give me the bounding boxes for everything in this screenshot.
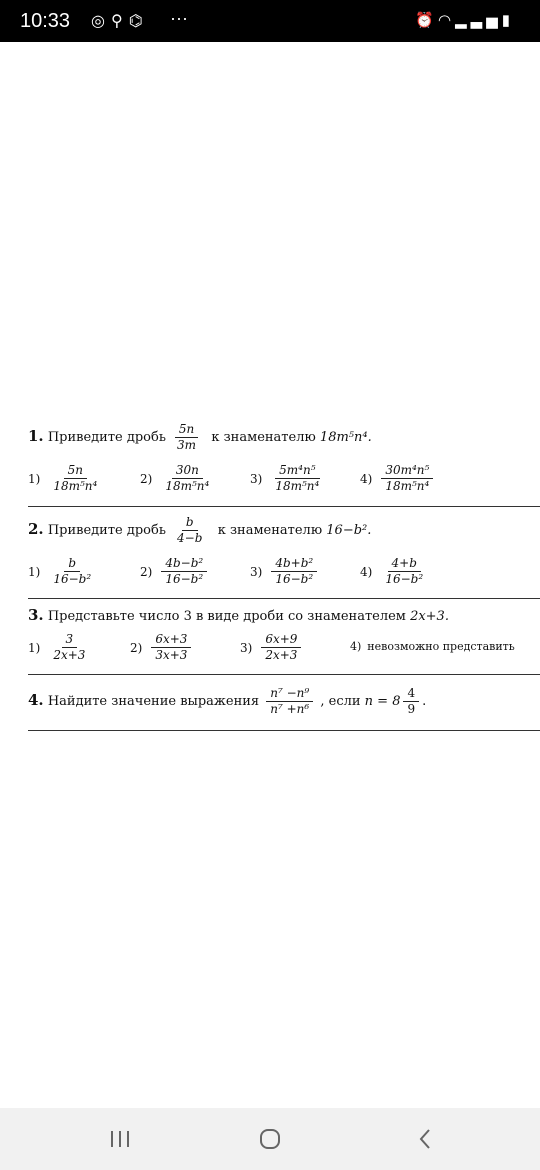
fraction — [173, 422, 200, 453]
fraction — [151, 632, 191, 663]
denominator: 3m — [177, 438, 197, 452]
denominator: 16−b² — [53, 572, 92, 586]
recent-apps-icon — [109, 1129, 131, 1149]
denominator: 18m⁵n⁴ — [53, 479, 98, 493]
divider — [28, 730, 540, 731]
problem-1-option-2[interactable] — [140, 463, 216, 494]
problem-number: 1. — [28, 427, 44, 445]
problem-1-option-1[interactable] — [28, 463, 104, 494]
option-label: 2) — [140, 471, 153, 486]
instagram-icon: ◎ — [91, 13, 111, 30]
fraction — [49, 463, 101, 494]
suffix-math: 2x+3. — [410, 609, 449, 624]
problem-2-option-4[interactable] — [360, 556, 430, 587]
option-label: 4) — [360, 471, 373, 486]
problem-2-option-1[interactable] — [28, 556, 98, 587]
problem-prompt: Найдите значение выражения — [47, 694, 260, 709]
numerator: 4+b — [388, 556, 421, 572]
problem-number: 4. — [28, 691, 44, 709]
option-label: 1) — [28, 471, 41, 486]
numerator: 4 — [403, 686, 419, 702]
end-punct: . — [422, 694, 427, 709]
recent-apps-button[interactable] — [100, 1122, 140, 1156]
back-icon — [415, 1127, 435, 1151]
option-label: 2) — [140, 564, 153, 579]
problem-prompt: Приведите дробь — [47, 430, 166, 445]
denominator: 18m⁵n⁴ — [385, 479, 430, 493]
option-label: 1) — [28, 564, 41, 579]
option-label: 4) — [360, 564, 373, 579]
fraction — [266, 686, 313, 717]
problem-number: 2. — [28, 520, 44, 538]
problem-prompt: Приведите дробь — [47, 523, 166, 538]
wifi-icon: ◠ — [438, 12, 456, 29]
fraction — [161, 556, 207, 587]
problem-1-option-4[interactable] — [360, 463, 436, 494]
fraction — [261, 632, 301, 663]
problem-2-option-3[interactable] — [250, 556, 320, 587]
numerator: 4b+b² — [271, 556, 317, 572]
problem-3-option-2[interactable] — [130, 632, 194, 663]
fraction — [381, 556, 427, 587]
option-label: 3) — [250, 564, 263, 579]
problem-number: 3. — [28, 606, 44, 624]
denominator: 18m⁵n⁴ — [275, 479, 320, 493]
fraction — [271, 463, 323, 494]
denominator: 3x+3 — [155, 648, 188, 662]
signal-icon: ▂▃▅ — [455, 12, 502, 29]
numerator: 4b−b² — [161, 556, 207, 572]
numerator: b — [182, 515, 198, 531]
home-button[interactable] — [250, 1122, 290, 1156]
denominator: 16−b² — [385, 572, 424, 586]
divider — [28, 674, 540, 675]
status-bar — [0, 0, 540, 42]
alarm-icon: ⏰ — [415, 12, 439, 29]
option-label: 3) — [250, 471, 263, 486]
problem-4-statement — [28, 686, 426, 717]
suffix-text: к знаменателю — [211, 430, 316, 445]
denominator: 16−b² — [275, 572, 314, 586]
fraction — [381, 463, 433, 494]
denominator: 18m⁵n⁴ — [165, 479, 210, 493]
option-label: 3) — [240, 640, 253, 655]
problem-1-statement — [28, 422, 372, 453]
denominator: 2x+3 — [265, 648, 298, 662]
numerator: 3 — [62, 632, 78, 648]
condition-variable: n = 8 — [364, 694, 401, 709]
navigation-bar — [0, 1108, 540, 1170]
numerator: 30n — [172, 463, 203, 479]
home-icon — [258, 1127, 282, 1151]
problem-prompt: Представьте число 3 в виде дроби со знаменателем — [47, 609, 406, 624]
option-text: невозможно представить — [367, 640, 515, 653]
numerator: 6x+3 — [151, 632, 191, 648]
more-notifications-icon: ··· — [170, 8, 188, 28]
status-time: 10:33 — [20, 10, 71, 32]
suffix-math: 18m⁵n⁴. — [319, 430, 372, 445]
problem-3-option-1[interactable] — [28, 632, 92, 663]
app-icon: ⌬ — [128, 13, 149, 30]
denominator: 9 — [407, 702, 416, 716]
problem-3-statement — [28, 606, 449, 624]
numerator: 6x+9 — [261, 632, 301, 648]
system-icons — [415, 11, 514, 29]
suffix-text: к знаменателю — [217, 523, 323, 538]
option-label: 2) — [130, 640, 143, 655]
denominator: 16−b² — [165, 572, 204, 586]
numerator: b — [64, 556, 80, 572]
problem-3-option-3[interactable] — [240, 632, 304, 663]
divider — [28, 598, 540, 599]
numerator: n⁷ −n⁹ — [266, 686, 313, 702]
denominator: 4−b — [177, 531, 203, 545]
numerator: 5m⁴n⁵ — [275, 463, 319, 479]
fraction — [271, 556, 317, 587]
numerator: 5n — [64, 463, 87, 479]
battery-icon: ▮ — [501, 12, 514, 29]
problem-2-statement — [28, 515, 371, 546]
notification-icons — [91, 11, 149, 31]
mixed-fraction — [403, 686, 419, 717]
denominator: 2x+3 — [53, 648, 86, 662]
divider — [28, 506, 540, 507]
fraction — [161, 463, 213, 494]
numerator: 5n — [175, 422, 198, 438]
problem-3-option-4[interactable] — [350, 640, 515, 653]
denominator: n⁷ +n⁶ — [270, 702, 310, 716]
option-label: 4) — [350, 640, 362, 653]
back-button[interactable] — [405, 1122, 445, 1156]
fraction — [49, 556, 95, 587]
suffix-math: 16−b². — [326, 523, 372, 538]
problem-1-option-3[interactable] — [250, 463, 326, 494]
search-icon: ⚲ — [110, 13, 129, 30]
fraction — [49, 632, 89, 663]
comma-text: , если — [320, 694, 361, 709]
fraction — [173, 515, 206, 546]
numerator: 30m⁴n⁵ — [381, 463, 433, 479]
option-label: 1) — [28, 640, 41, 655]
problem-2-option-2[interactable] — [140, 556, 210, 587]
